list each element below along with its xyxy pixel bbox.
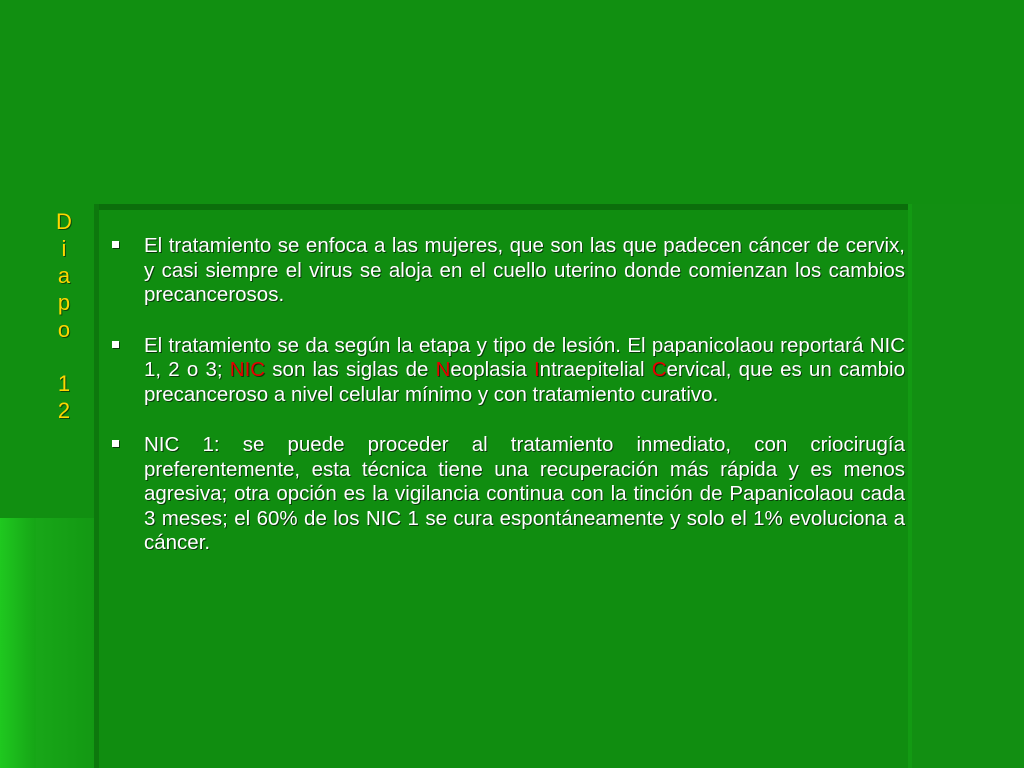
bullet-item — [112, 433, 905, 556]
highlight-letter-n: N — [435, 358, 451, 381]
title-letter: 2 — [57, 398, 71, 423]
slide-title-vertical — [48, 208, 80, 424]
title-letter: i — [61, 236, 67, 261]
highlight-letter-i: I — [533, 358, 540, 381]
title-letter: 1 — [57, 371, 71, 396]
bullet-text: eoplasia — [450, 358, 534, 381]
bullet-text: NIC 1: se puede proceder al tratamiento inmediato, con criocirugía preferentemente, esta técnica tiene una recuperación más rápida y es menos agresiva; otra opción es la vigilancia continua con la tinción de Papanicolaou cada 3 meses; el 60% de los NIC 1 se cura espontáneamente y solo el 1% evoluciona a cáncer. — [144, 433, 905, 554]
decorative-strip-right — [912, 204, 1024, 768]
title-letter: D — [56, 209, 72, 234]
bullet-square-icon — [112, 341, 119, 348]
title-letter: p — [57, 290, 71, 315]
highlight-nic: NIC — [229, 358, 266, 381]
bullet-square-icon — [112, 241, 119, 248]
decorative-band-left-inner — [36, 518, 96, 768]
title-letter: a — [57, 263, 71, 288]
decorative-band-left — [0, 518, 36, 768]
title-letter — [48, 343, 80, 370]
bullet-item — [112, 334, 905, 408]
highlight-letter-c: C — [651, 358, 667, 381]
title-letter: o — [57, 317, 71, 342]
bullet-text: son las siglas de — [265, 358, 436, 381]
bullet-square-icon — [112, 440, 119, 447]
bullet-item — [112, 234, 905, 308]
bullet-list — [112, 234, 905, 582]
frame-right-line — [908, 204, 912, 768]
frame-top-line — [94, 204, 912, 210]
frame-left-line — [94, 204, 99, 768]
bullet-text: El tratamiento se da según la etapa y tipo de lesión. El papanicolaou reportará NIC 1, 2 o 3; — [144, 333, 905, 381]
bullet-text: ntraepitelial — [539, 358, 652, 381]
bullet-text: ervical, que es un cambio precanceroso a nivel celular mínimo y con tratamiento curativo. — [144, 358, 906, 406]
bullet-text: El tratamiento se enfoca a las mujeres, que son las que padecen cáncer de cervix, y casi siempre el virus se aloja en el cuello uterino donde comienzan los cambios precancerosos. — [144, 234, 905, 306]
